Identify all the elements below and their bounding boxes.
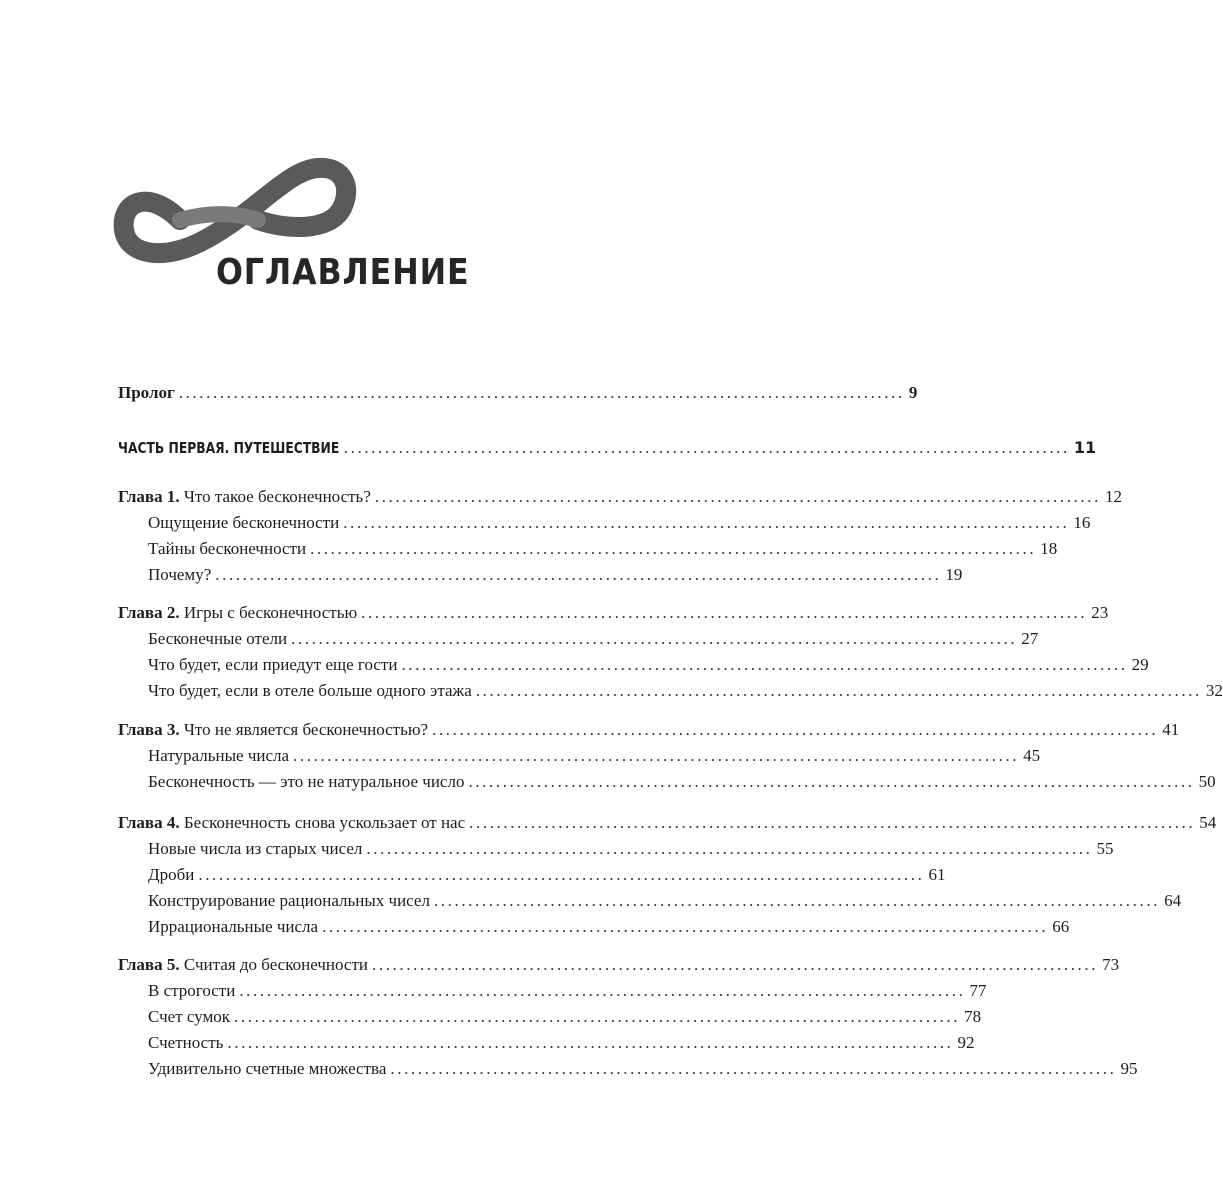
section-title: Дроби: [148, 865, 195, 884]
leader-dots: ..........................................................................................................: [198, 865, 925, 884]
toc-section[interactable]: [118, 678, 1223, 704]
leader-dots: ..........................................................................................................: [291, 629, 1018, 648]
chapter-title: Что такое бесконечность?: [183, 487, 371, 506]
toc-section[interactable]: [118, 888, 1182, 914]
leader-dots: ..........................................................................................................: [372, 955, 1099, 974]
toc-page-number: 32: [1205, 681, 1223, 700]
section-title: Ощущение бесконечности: [148, 513, 340, 532]
section-title: Новые числа из старых чисел: [148, 839, 363, 858]
section-title: Иррациональные числа: [148, 917, 319, 936]
chapter-prefix: Глава 1.: [118, 487, 180, 506]
section-title: Натуральные числа: [148, 746, 290, 765]
toc-section[interactable]: [118, 1056, 1138, 1082]
toc-section[interactable]: [118, 536, 1058, 562]
leader-dots: ..........................................................................................................: [215, 565, 942, 584]
section-title: Бесконечность — это не натуральное число: [148, 772, 465, 791]
toc-chapter-1[interactable]: [118, 484, 1122, 510]
leader-dots: ..........................................................................................................: [401, 655, 1128, 674]
toc-page-number: 9: [908, 383, 918, 402]
toc-section[interactable]: [118, 769, 1216, 795]
toc-section[interactable]: [118, 1004, 982, 1030]
leader-dots: ..........................................................................................................: [178, 383, 905, 402]
toc-page-number: 61: [928, 865, 946, 884]
chapter-title: Бесконечность снова ускользает от нас: [183, 813, 466, 832]
leader-dots: ..........................................................................................................: [234, 1007, 961, 1026]
leader-dots: ..........................................................................................................: [293, 746, 1020, 765]
toc-page-number: 16: [1073, 513, 1091, 532]
toc-section[interactable]: [118, 652, 1149, 678]
chapter-prefix: Глава 5.: [118, 955, 180, 974]
page-title: ОГЛАВЛЕНИЕ: [216, 252, 470, 293]
section-title: Удивительно счетные множества: [148, 1059, 387, 1078]
toc-entry-label: Пролог: [118, 383, 175, 402]
toc-page-number: 73: [1102, 955, 1120, 974]
toc-section[interactable]: [118, 1030, 975, 1056]
toc-page-number: 78: [964, 1007, 982, 1026]
chapter-prefix: Глава 2.: [118, 603, 180, 622]
toc-page-number: 95: [1120, 1059, 1138, 1078]
toc-page-number: 77: [969, 981, 987, 1000]
toc-page-number: 64: [1164, 891, 1182, 910]
leader-dots: ..........................................................................................................: [469, 813, 1196, 832]
toc-section[interactable]: [118, 510, 1091, 536]
chapter-prefix: Глава 4.: [118, 813, 180, 832]
toc-page-number: 45: [1023, 746, 1041, 765]
toc-page-number: 50: [1198, 772, 1216, 791]
leader-dots: ..........................................................................................................: [390, 1059, 1117, 1078]
chapter-title: Считая до бесконечности: [183, 955, 368, 974]
leader-dots: ..........................................................................................................: [432, 720, 1159, 739]
section-title: Что будет, если приедут еще гости: [148, 655, 398, 674]
toc-section[interactable]: [118, 626, 1039, 652]
toc-entry-prolog[interactable]: [118, 380, 918, 406]
toc-section[interactable]: [118, 836, 1114, 862]
section-title: Конструирование рациональных чисел: [148, 891, 430, 910]
chapter-prefix: Глава 3.: [118, 720, 180, 739]
leader-dots: ..........................................................................................................: [239, 981, 966, 1000]
toc-page-number: 41: [1162, 720, 1180, 739]
toc-page-number: 12: [1104, 487, 1122, 506]
leader-dots: ..........................................................................................................: [343, 438, 1070, 457]
toc-section[interactable]: [118, 562, 963, 588]
toc-chapter-3[interactable]: [118, 717, 1180, 743]
toc-page-number: 19: [945, 565, 963, 584]
toc-chapter-2[interactable]: [118, 600, 1109, 626]
toc-page-number: 11: [1073, 438, 1097, 457]
chapter-title: Что не является бесконечностью?: [183, 720, 429, 739]
chapter-title: Игры с бесконечностью: [183, 603, 358, 622]
toc-page-number: 27: [1021, 629, 1039, 648]
section-title: Что будет, если в отеле больше одного этажа: [148, 681, 472, 700]
toc-page-number: 18: [1040, 539, 1058, 558]
toc-page-number: 66: [1052, 917, 1070, 936]
leader-dots: ..........................................................................................................: [374, 487, 1101, 506]
toc-chapter-4[interactable]: [118, 810, 1217, 836]
toc-section[interactable]: [118, 914, 1070, 940]
toc-page-number: 54: [1199, 813, 1217, 832]
section-title: Почему?: [148, 565, 212, 584]
toc-section[interactable]: [118, 743, 1041, 769]
leader-dots: ..........................................................................................................: [322, 917, 1049, 936]
toc-page-number: 92: [957, 1033, 975, 1052]
leader-dots: ..........................................................................................................: [433, 891, 1161, 910]
toc-page-number: 23: [1091, 603, 1109, 622]
toc-page-number: 55: [1096, 839, 1114, 858]
leader-dots: ..........................................................................................................: [361, 603, 1088, 622]
toc-section[interactable]: [118, 978, 987, 1004]
leader-dots: ..........................................................................................................: [475, 681, 1202, 700]
section-title: Бесконечные отели: [148, 629, 288, 648]
leader-dots: ..........................................................................................................: [310, 539, 1037, 558]
toc-entry-part-one[interactable]: [118, 435, 1097, 461]
toc-entry-label: ЧАСТЬ ПЕРВАЯ. ПУТЕШЕСТВИЕ: [118, 439, 340, 457]
section-title: Счетность: [148, 1033, 224, 1052]
leader-dots: ..........................................................................................................: [468, 772, 1195, 791]
section-title: Счет сумок: [148, 1007, 231, 1026]
section-title: В строгости: [148, 981, 236, 1000]
toc-section[interactable]: [118, 862, 946, 888]
section-title: Тайны бесконечности: [148, 539, 307, 558]
leader-dots: ..........................................................................................................: [366, 839, 1093, 858]
leader-dots: ..........................................................................................................: [343, 513, 1070, 532]
leader-dots: ..........................................................................................................: [227, 1033, 954, 1052]
toc-chapter-5[interactable]: [118, 952, 1120, 978]
toc-page-number: 29: [1131, 655, 1149, 674]
